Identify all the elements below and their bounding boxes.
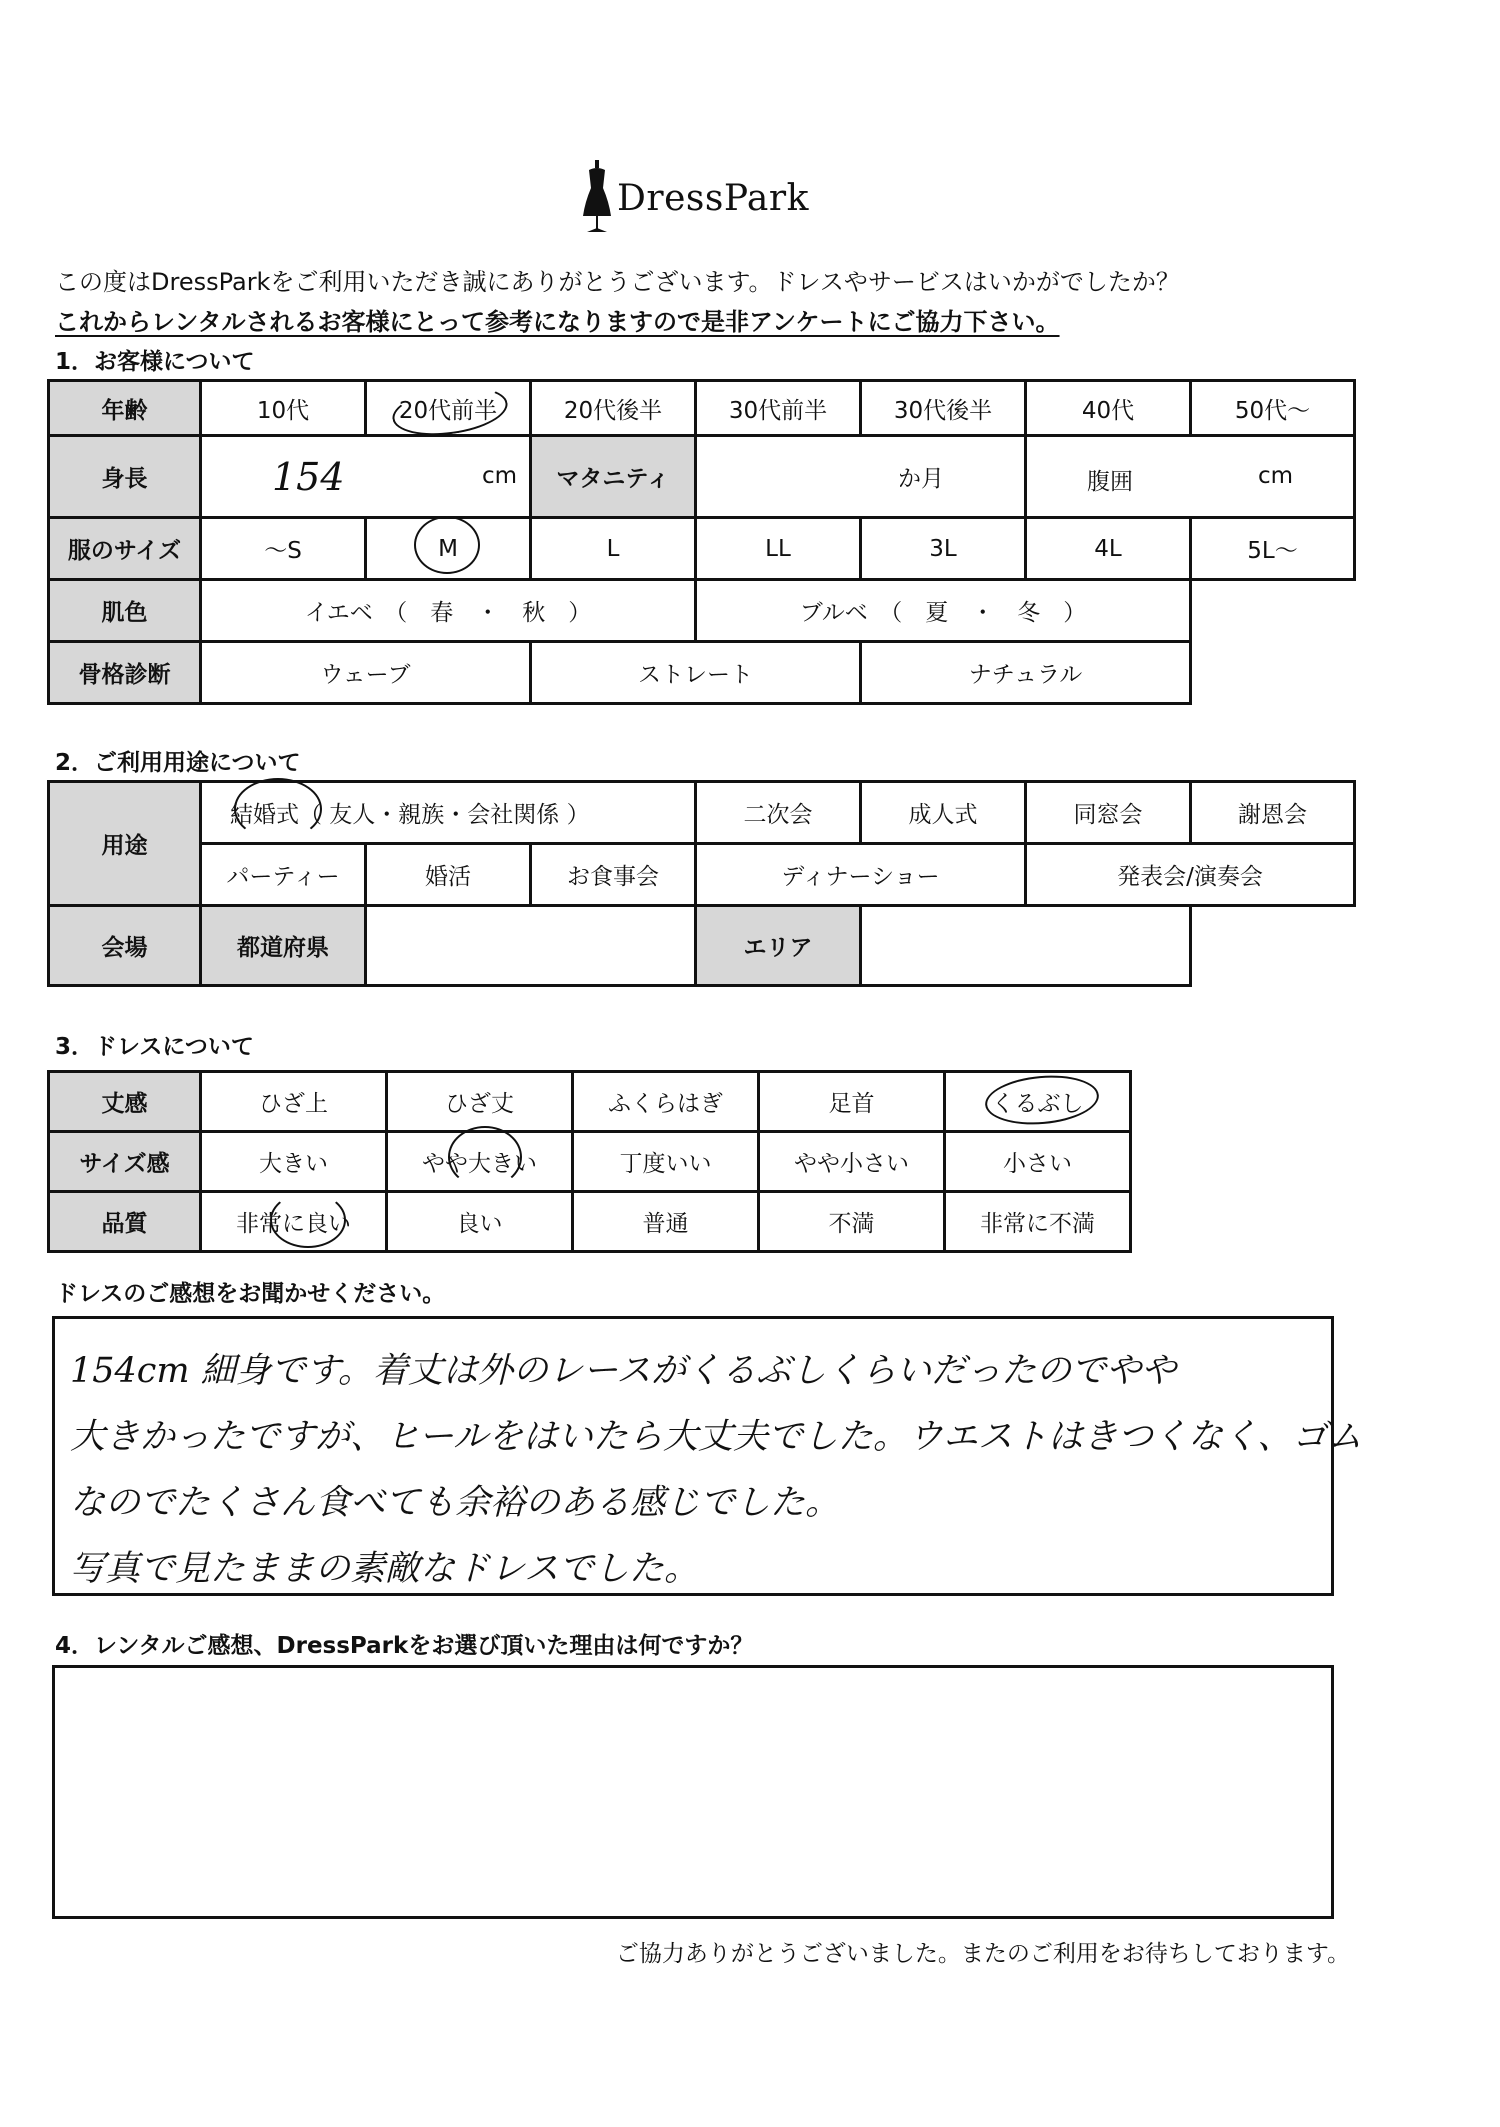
fit-option[interactable]: 大きい <box>201 1132 387 1192</box>
purpose-option[interactable]: 二次会 <box>696 782 861 844</box>
height-value: 154 <box>272 455 345 499</box>
size-option[interactable]: LL <box>696 518 861 580</box>
height-label: 身長 <box>49 436 201 518</box>
fit-option[interactable]: やや小さい <box>759 1132 945 1192</box>
area-field[interactable] <box>861 906 1191 986</box>
intro-line-1: この度はDressParkをご利用いただき誠にありがとうございます。ドレスやサービスはいかがでしたか？ <box>55 268 1180 296</box>
age-option[interactable]: 10代 <box>201 381 366 436</box>
size-option-selected[interactable]: M <box>366 518 531 580</box>
waist-unit: cm <box>1257 463 1293 489</box>
size-label: 服のサイズ <box>49 518 201 580</box>
brand-name: DressPark <box>617 178 809 219</box>
purpose-option[interactable]: 成人式 <box>861 782 1026 844</box>
purpose-label: 用途 <box>49 782 201 906</box>
height-row <box>49 436 1355 518</box>
waist-label: 腹囲 <box>1087 469 1133 495</box>
dress-form-icon <box>577 158 617 238</box>
section-1-title: 1．お客様について <box>55 349 255 375</box>
age-option[interactable]: 30代前半 <box>696 381 861 436</box>
quality-option[interactable]: 普通 <box>573 1192 759 1252</box>
frame-option[interactable]: ストレート <box>531 642 861 704</box>
quality-label: 品質 <box>49 1192 201 1252</box>
size-option[interactable]: 3L <box>861 518 1026 580</box>
age-option[interactable]: 50代～ <box>1191 381 1355 436</box>
fit-option-selected[interactable]: やや大きい <box>387 1132 573 1192</box>
fit-option[interactable]: 丁度いい <box>573 1132 759 1192</box>
purpose-option[interactable]: ディナーショー <box>696 844 1026 906</box>
purpose-option[interactable]: 同窓会 <box>1026 782 1191 844</box>
length-option[interactable]: ひざ丈 <box>387 1072 573 1132</box>
length-option[interactable]: ふくらはぎ <box>573 1072 759 1132</box>
age-option[interactable]: 40代 <box>1026 381 1191 436</box>
size-option[interactable]: 4L <box>1026 518 1191 580</box>
intro-line-2: これからレンタルされるお客様にとって参考になりますので是非アンケートにご協力下さい。 <box>55 308 1060 336</box>
section-2-title: 2．ご利用用途について <box>55 750 301 776</box>
skin-row <box>49 580 1355 642</box>
purpose-option[interactable]: 婚活 <box>366 844 531 906</box>
maternity-label: マタニティ <box>531 436 696 518</box>
purpose-option-wedding[interactable] <box>201 782 696 844</box>
wedding-word: 結婚式 <box>230 802 299 828</box>
impressions-line: 写真で見たままの素敵なドレスでした。 <box>70 1549 699 1589</box>
age-label: 年齢 <box>49 381 201 436</box>
purpose-option[interactable]: 発表会/演奏会 <box>1026 844 1355 906</box>
height-field[interactable] <box>201 436 531 518</box>
prefecture-label: 都道府県 <box>201 906 366 986</box>
age-option-selected[interactable]: 20代前半 <box>366 381 531 436</box>
fit-label: サイズ感 <box>49 1132 201 1192</box>
months-unit: か月 <box>898 466 944 492</box>
impressions-line: 大きかったですが、ヒールをはいたら大丈夫でした。ウエストはきつくなく、ゴム <box>70 1417 1363 1457</box>
skin-blue-option[interactable]: ブルベ （ 夏 ・ 冬 ） <box>696 580 1191 642</box>
size-option[interactable]: ～S <box>201 518 366 580</box>
impressions-line: なのでたくさん食べても余裕のある感じでした。 <box>70 1483 841 1523</box>
size-option[interactable]: 5L～ <box>1191 518 1355 580</box>
skin-yellow-option[interactable]: イエベ （ 春 ・ 秋 ） <box>201 580 696 642</box>
quality-option[interactable]: 不満 <box>759 1192 945 1252</box>
age-option[interactable]: 20代後半 <box>531 381 696 436</box>
length-label: 丈感 <box>49 1072 201 1132</box>
fit-option[interactable]: 小さい <box>945 1132 1131 1192</box>
purpose-option[interactable]: 謝恩会 <box>1191 782 1355 844</box>
length-option[interactable]: 足首 <box>759 1072 945 1132</box>
customer-table <box>47 379 1356 705</box>
quality-option[interactable]: 非常に不満 <box>945 1192 1131 1252</box>
section-3-title: 3．ドレスについて <box>55 1034 254 1060</box>
purpose-option[interactable]: パーティー <box>201 844 366 906</box>
size-row <box>49 518 1355 580</box>
length-option-selected[interactable]: くるぶし <box>945 1072 1131 1132</box>
length-option[interactable]: ひざ上 <box>201 1072 387 1132</box>
maternity-months-field[interactable] <box>696 436 1026 518</box>
age-option[interactable]: 30代後半 <box>861 381 1026 436</box>
frame-option[interactable]: ナチュラル <box>861 642 1191 704</box>
height-unit: cm <box>481 463 517 489</box>
dress-table <box>47 1070 1132 1253</box>
rental-feedback-box[interactable] <box>52 1665 1334 1919</box>
frame-label: 骨格診断 <box>49 642 201 704</box>
purpose-table <box>47 780 1356 987</box>
dresspark-logo <box>577 158 817 238</box>
impressions-line: 154cm 細身です。着丈は外のレースがくるぶしくらいだったのでやや <box>70 1351 1177 1391</box>
prefecture-field[interactable] <box>366 906 696 986</box>
area-label: エリア <box>696 906 861 986</box>
venue-label: 会場 <box>49 906 201 986</box>
frame-row <box>49 642 1355 704</box>
impressions-title: ドレスのご感想をお聞かせください。 <box>55 1281 446 1307</box>
waist-field[interactable] <box>1026 436 1355 518</box>
quality-option[interactable]: 良い <box>387 1192 573 1252</box>
footer-thanks: ご協力ありがとうございました。またのご利用をお待ちしております。 <box>615 1941 1350 1967</box>
wedding-detail: （ 友人・親族・会社関係 ） <box>299 802 590 828</box>
frame-option[interactable]: ウェーブ <box>201 642 531 704</box>
section-4-title: 4．レンタルご感想、DressParkをお選び頂いた理由は何ですか？ <box>55 1633 754 1659</box>
skin-label: 肌色 <box>49 580 201 642</box>
size-option[interactable]: L <box>531 518 696 580</box>
quality-option-selected[interactable]: 非常に良い <box>201 1192 387 1252</box>
age-row <box>49 381 1355 436</box>
purpose-option[interactable]: お食事会 <box>531 844 696 906</box>
